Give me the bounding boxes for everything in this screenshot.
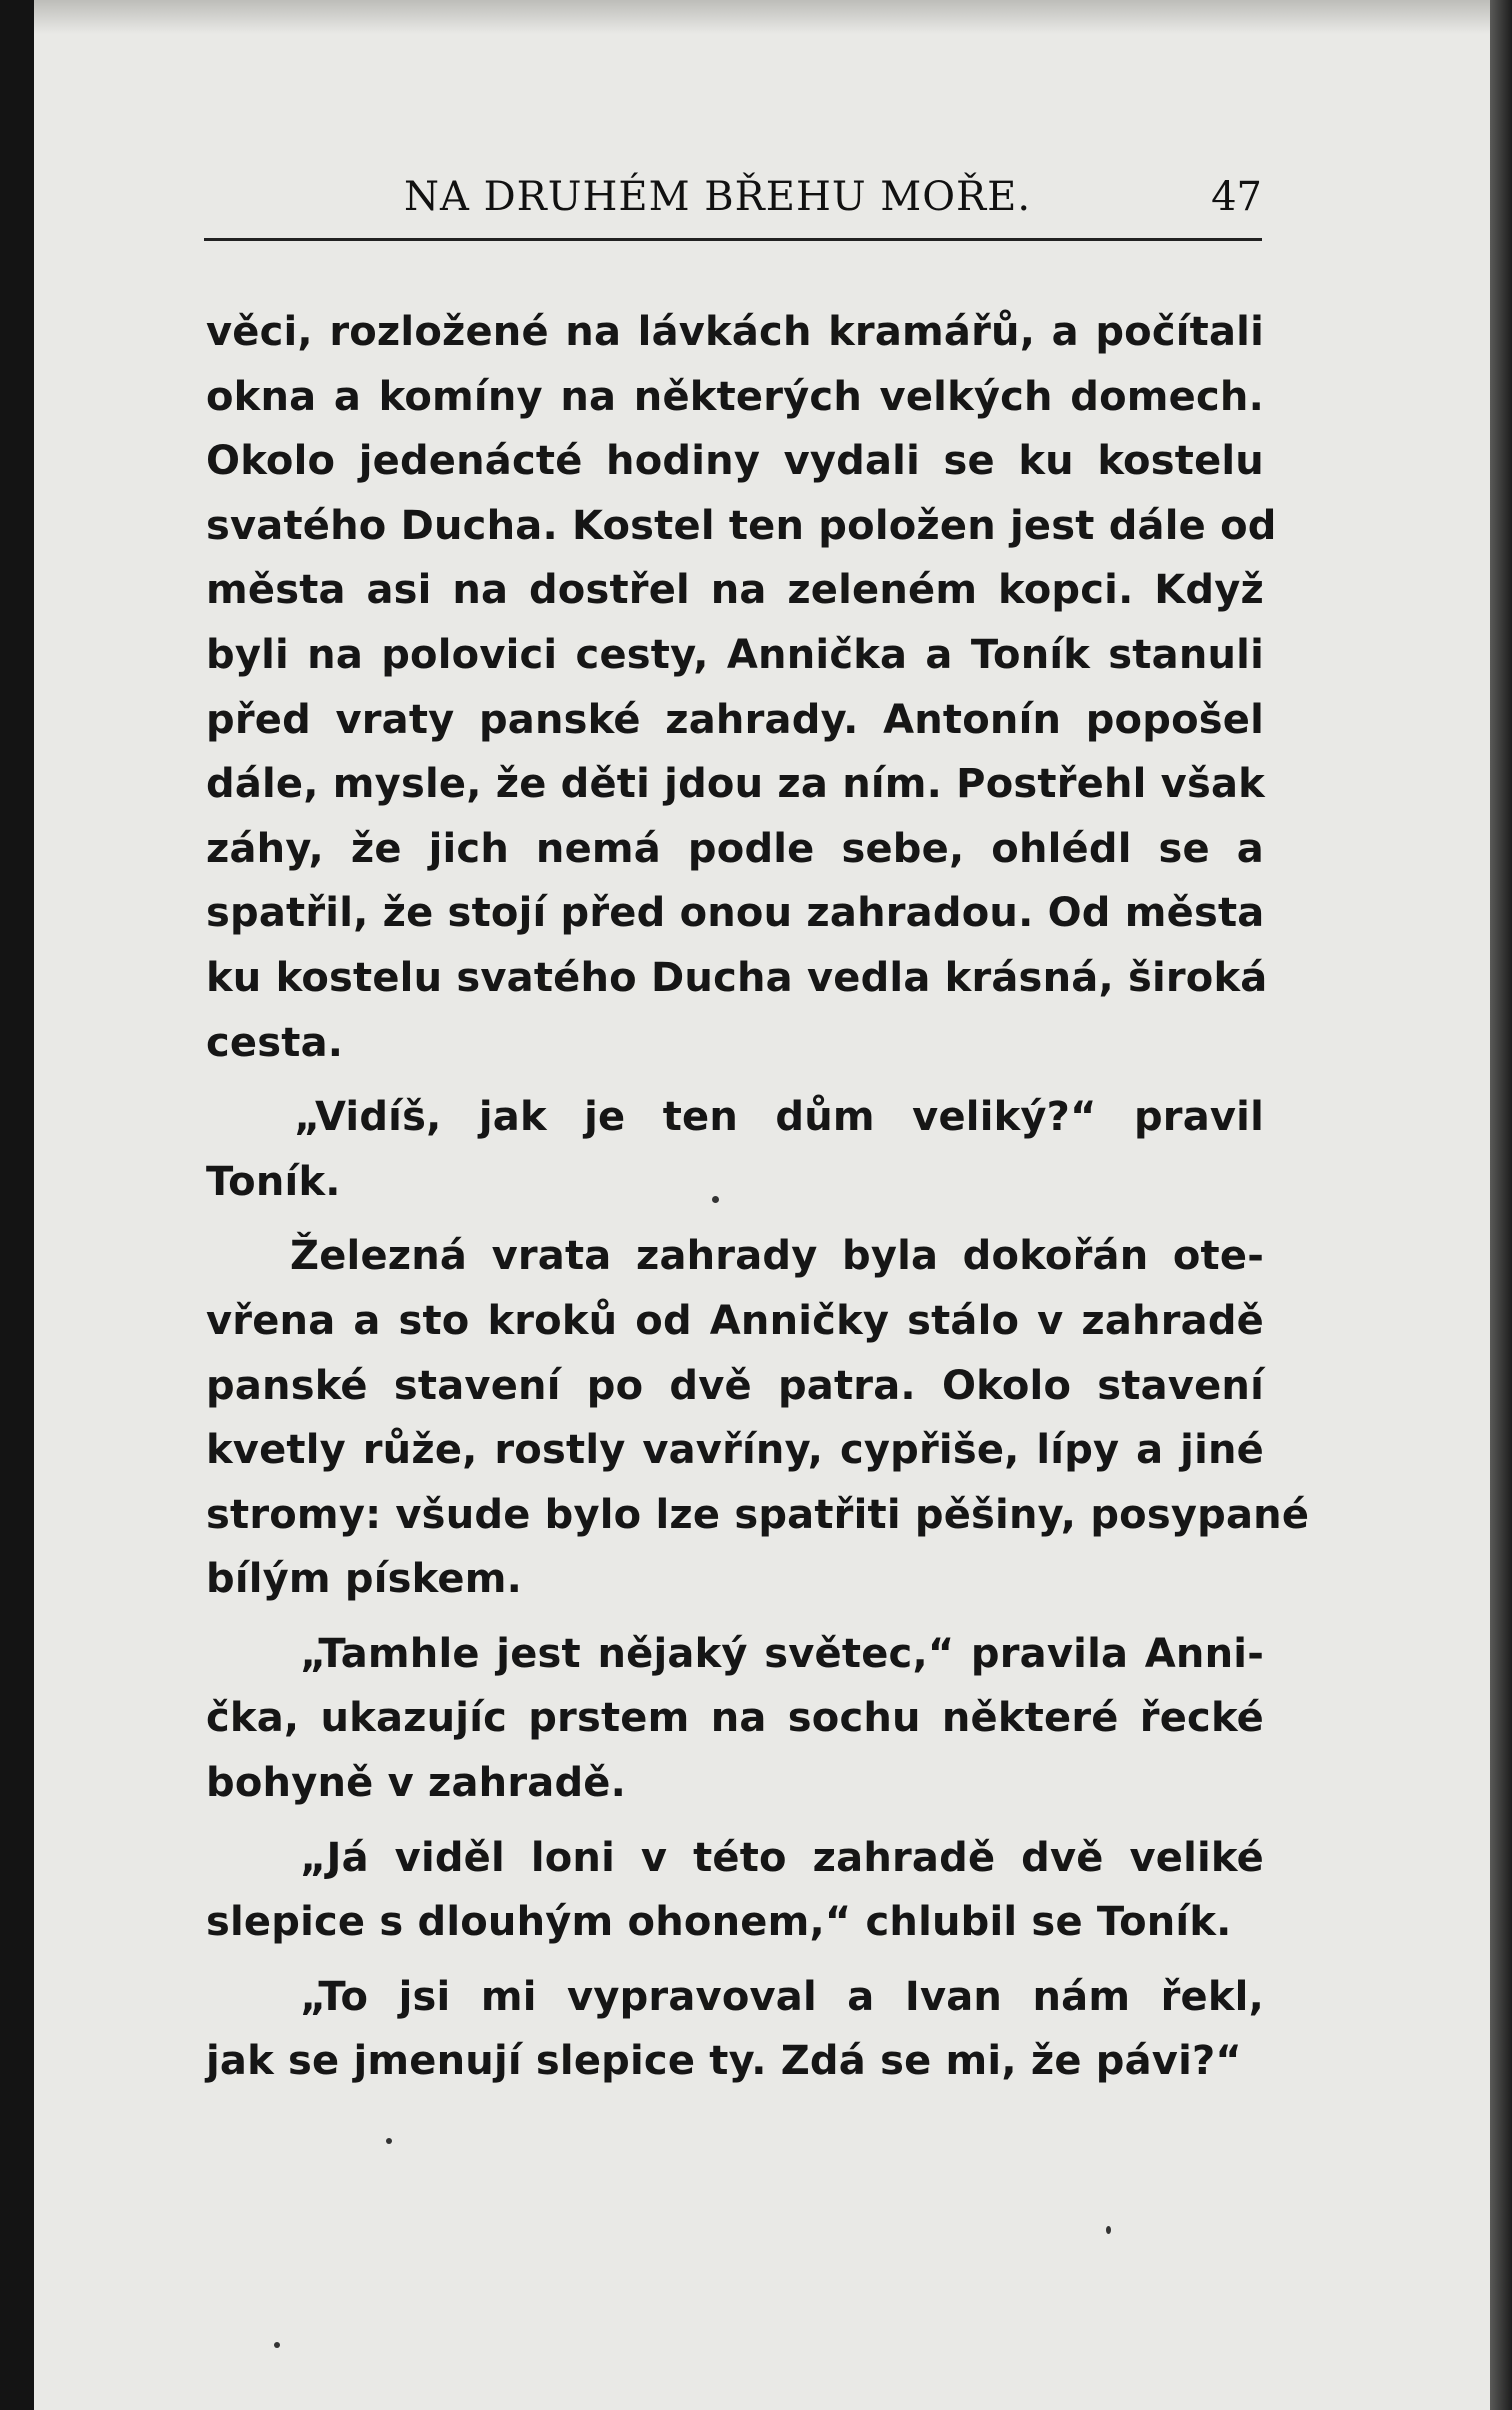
text-line: dále, mysle, že děti jdou za ním. Postřehl však — [206, 761, 1265, 808]
paragraph-1 — [206, 300, 1277, 1075]
text-line: vřena a sto kroků od Anničky stálo v zahradě — [206, 1297, 1264, 1344]
text-line: bílým pískem. — [206, 1556, 523, 1603]
text-line: záhy, že jich nemá podle sebe, ohlédl se a — [206, 825, 1264, 872]
page-right-edge — [1490, 0, 1512, 2410]
paragraph-gap — [206, 1612, 1264, 1622]
print-speck — [1106, 2226, 1111, 2234]
print-speck — [712, 1196, 719, 1203]
header-rule — [204, 238, 1262, 241]
text-line: stromy: všude bylo lze spatřiti pěšiny, posypané — [206, 1491, 1310, 1538]
text-line: čka, ukazujíc prstem na sochu některé řecké — [206, 1695, 1264, 1742]
text-line: města asi na dostřel na zeleném kopci. Když — [206, 567, 1264, 614]
text-line: svatého Ducha. Kostel ten položen jest dále od — [206, 502, 1277, 549]
paragraph-gap — [206, 1075, 1264, 1085]
text-line: spatřil, že stojí před onou zahradou. Od města — [206, 890, 1265, 937]
text-line: Okolo jedenácté hodiny vydali se ku kostelu — [206, 438, 1264, 485]
paragraph-gap — [206, 1816, 1264, 1826]
text-line: před vraty panské zahrady. Antonín popošel — [206, 696, 1264, 743]
text-line: „Já viděl loni v této zahradě dvě veliké — [300, 1834, 1264, 1881]
text-line: Toník. — [206, 1158, 341, 1205]
text-line: panské stavení po dvě patra. Okolo stavení — [206, 1362, 1264, 1409]
paragraph-6 — [206, 1965, 1264, 2094]
text-line: byli na polovici cesty, Annička a Toník stanuli — [206, 631, 1264, 678]
text-line: okna a komíny na některých velkých domech. — [206, 373, 1264, 420]
paragraph-gap — [206, 1955, 1264, 1965]
text-line: „Tamhle jest nějaký světec,“ pravila Anni- — [300, 1630, 1264, 1677]
text-line: „To jsi mi vypravoval a Ivan nám řekl, — [300, 1973, 1264, 2020]
paragraph-4 — [206, 1622, 1264, 1816]
paragraph-2 — [206, 1085, 1264, 1214]
paragraph-3 — [206, 1224, 1310, 1612]
book-gutter-shadow — [0, 0, 34, 2410]
text-line: „Vidíš, jak je ten dům veliký?“ pravil — [294, 1094, 1264, 1141]
page-top-shadow — [34, 0, 1490, 34]
text-line: Železná vrata zahrady byla dokořán ote- — [290, 1233, 1264, 1280]
print-speck — [274, 2342, 280, 2348]
print-speck — [386, 2138, 392, 2144]
text-line: bohyně v zahradě. — [206, 1760, 627, 1807]
page-number: 47 — [1211, 174, 1262, 220]
text-line: kvetly růže, rostly vavříny, cypřiše, lípy a jiné — [206, 1427, 1264, 1474]
running-header-title: NA DRUHÉM BŘEHU MOŘE. — [404, 174, 1032, 220]
text-line: slepice s dlouhým ohonem,“ chlubil se Toník. — [206, 1899, 1232, 1946]
running-header — [204, 174, 1262, 234]
text-line: věci, rozložené na lávkách kramářů, a počítali — [206, 309, 1264, 355]
paragraph-5 — [206, 1826, 1264, 1955]
text-line: cesta. — [206, 1019, 344, 1066]
text-line: ku kostelu svatého Ducha vedla krásná, široká — [206, 954, 1268, 1001]
body-text — [206, 300, 1310, 2094]
paragraph-gap — [206, 1214, 1264, 1224]
text-line: jak se jmenují slepice ty. Zdá se mi, že pávi?“ — [206, 2038, 1242, 2085]
